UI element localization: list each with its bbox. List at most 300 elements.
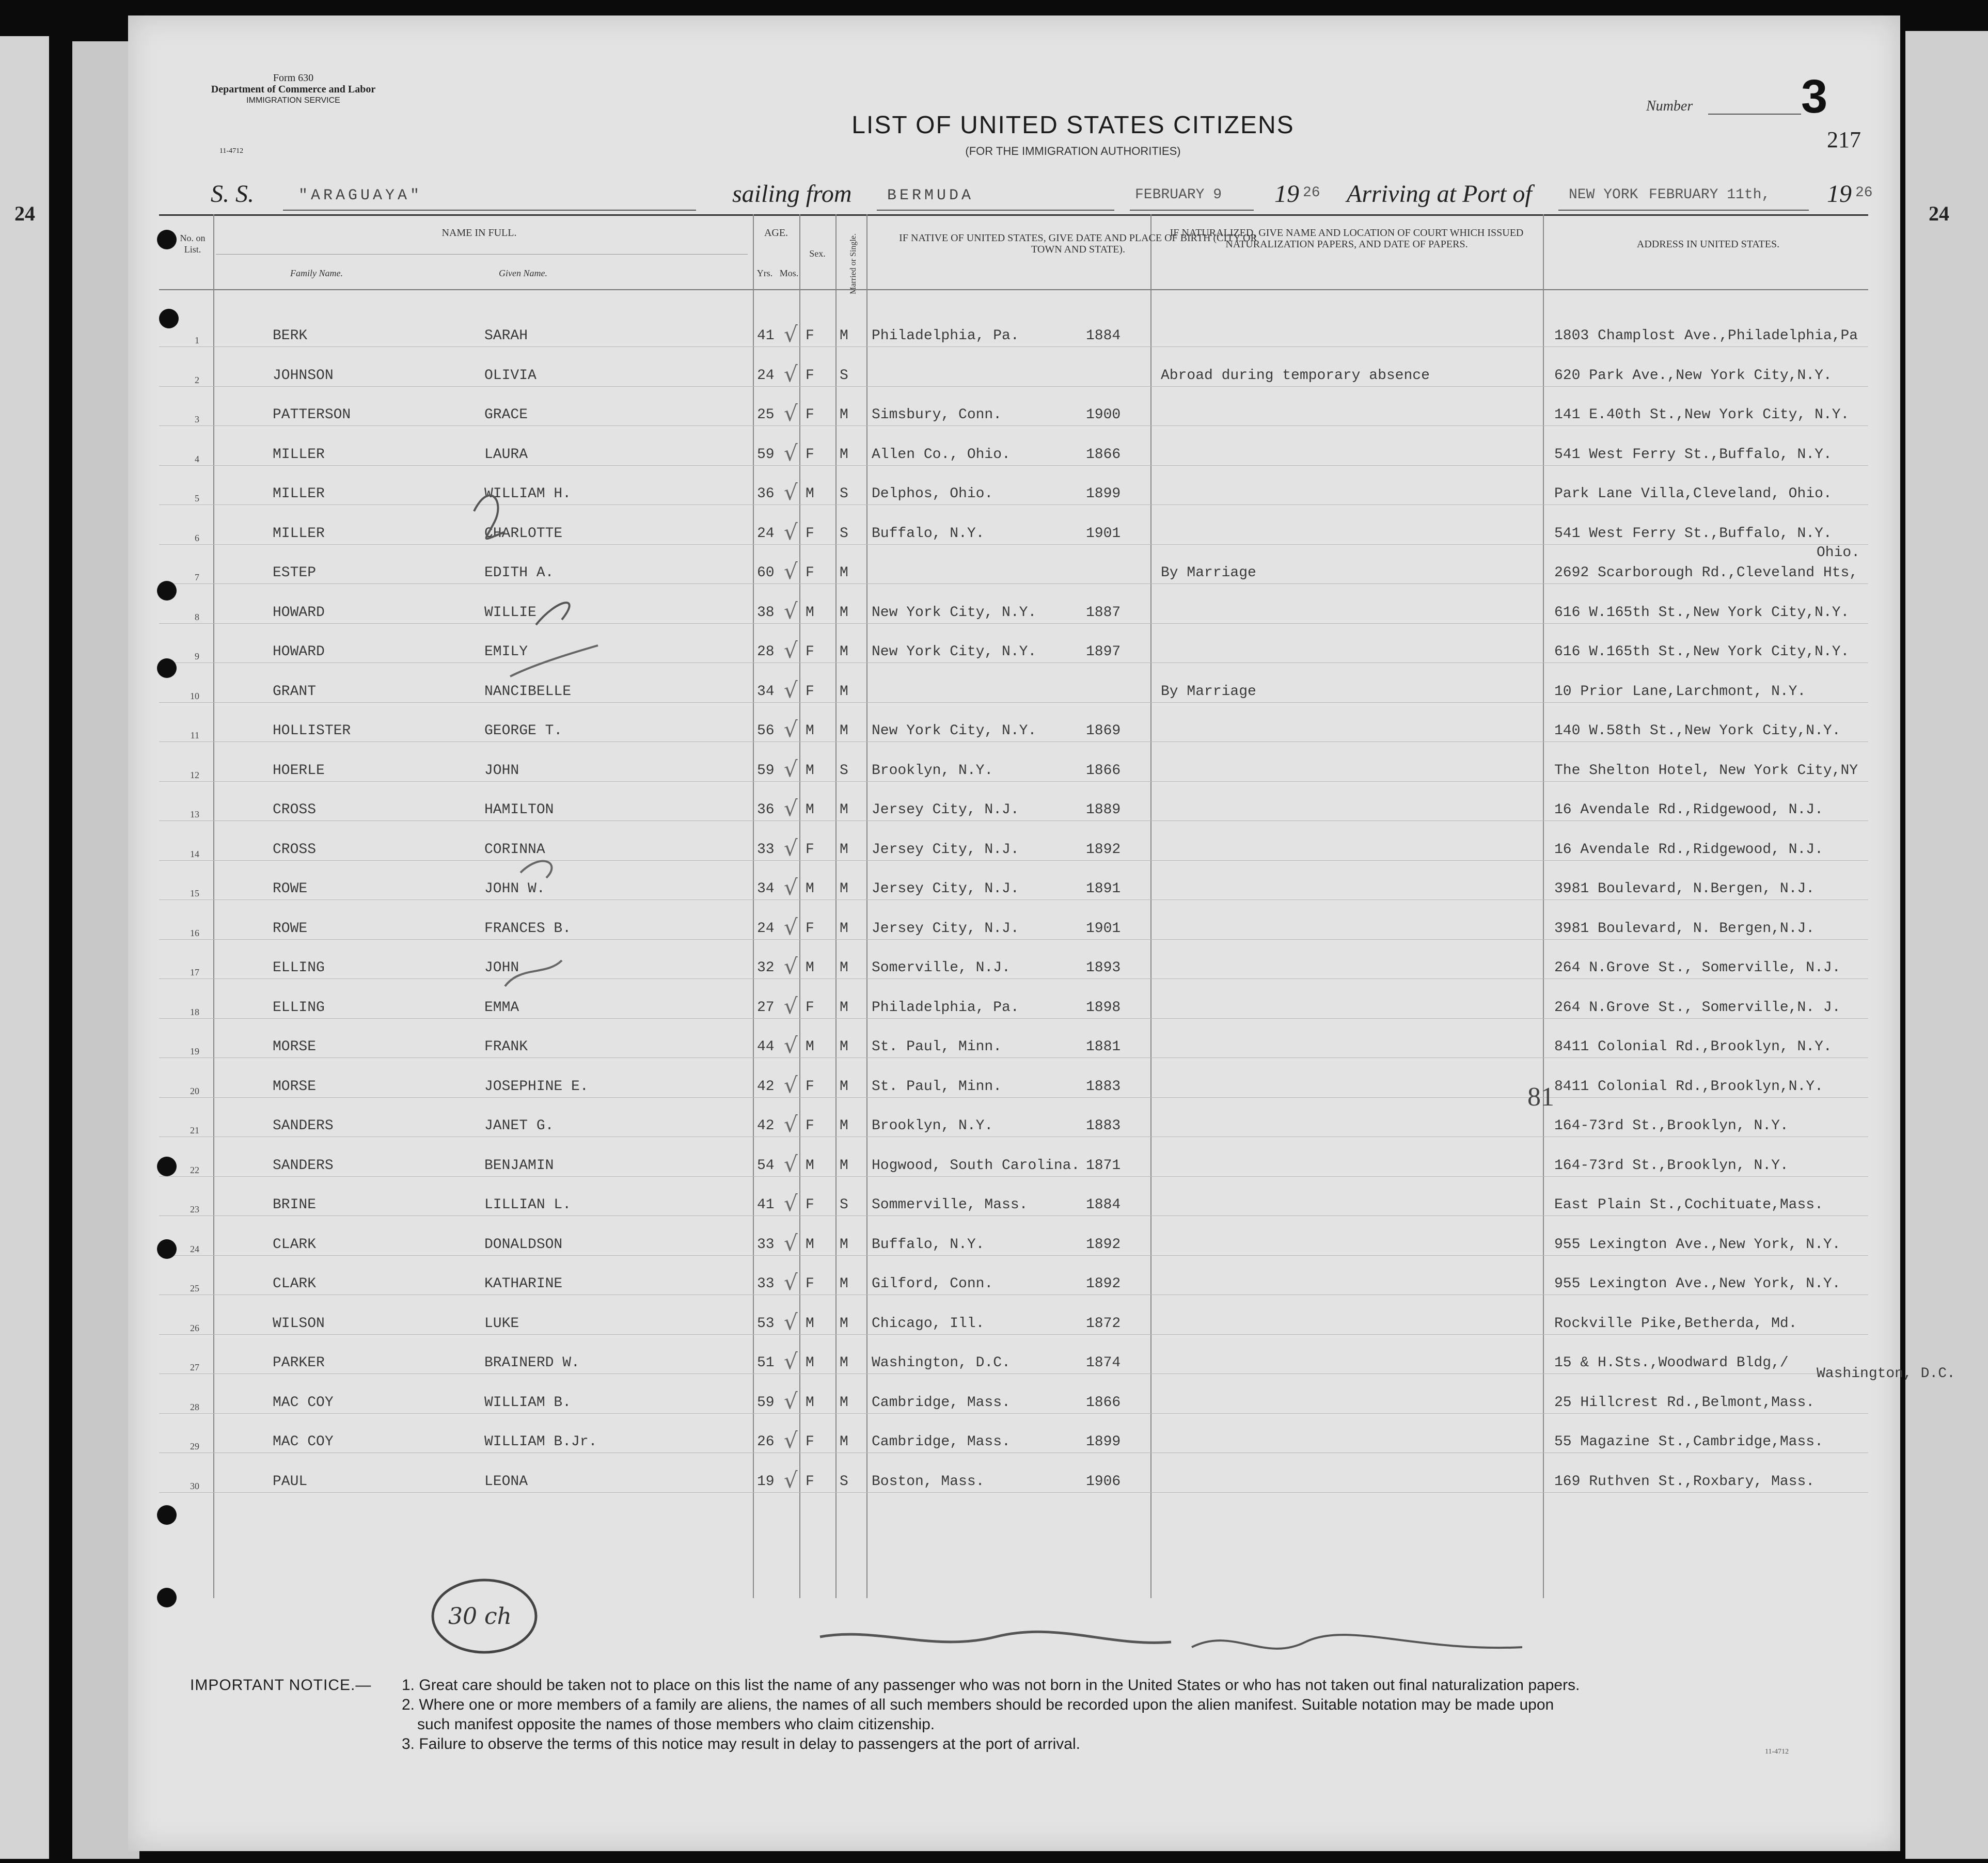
age-years: 36 (757, 486, 775, 502)
punch-hole (157, 1588, 177, 1607)
ship-line (211, 180, 1873, 216)
age-years: 54 (757, 1157, 775, 1174)
birth-year: 1897 (1086, 644, 1121, 660)
us-address: 264 N.Grove St., Somerville,N. J. (1554, 999, 1841, 1016)
given-name: BRAINERD W. (484, 1355, 580, 1371)
check-mark-icon: √ (784, 954, 798, 979)
us-address: 955 Lexington Ave.,New York, N.Y. (1554, 1236, 1841, 1253)
age-years: 59 (757, 1394, 775, 1411)
family-name: BERK (273, 328, 308, 344)
table-row (128, 944, 1900, 984)
ship-name-underline (283, 210, 696, 211)
birth-place: Philadelphia, Pa. (872, 999, 1019, 1016)
sex: M (806, 1315, 814, 1332)
birth-year: 1889 (1086, 802, 1121, 818)
marital-status: M (840, 1315, 848, 1332)
row-number: 28 (190, 1401, 199, 1412)
given-name: SARAH (484, 328, 528, 344)
notice-label: IMPORTANT NOTICE.— (190, 1677, 372, 1694)
marital-status: M (840, 565, 848, 581)
sex: M (806, 1039, 814, 1055)
col-header-age: AGE. (764, 227, 788, 239)
adjacent-page-right (1905, 31, 1988, 1859)
table-row (128, 905, 1900, 944)
given-name: WILLIAM H. (484, 486, 572, 502)
us-address: 620 Park Ave.,New York City,N.Y. (1554, 367, 1832, 384)
birth-year: 1881 (1086, 1039, 1121, 1055)
row-number: 8 (195, 611, 199, 622)
us-address: 616 W.165th St.,New York City,N.Y. (1554, 644, 1850, 660)
check-mark-icon: √ (784, 1428, 798, 1453)
handwritten-annotations (428, 470, 624, 1048)
table-row (128, 1221, 1900, 1260)
row-rule (159, 1294, 1868, 1295)
given-name: EDITH A. (484, 565, 554, 581)
row-number: 20 (190, 1085, 199, 1096)
sex: F (806, 525, 814, 542)
check-mark-icon: √ (784, 322, 798, 347)
row-number: 4 (195, 453, 199, 464)
check-mark-icon: √ (784, 361, 798, 387)
punch-hole (157, 1239, 177, 1259)
check-mark-icon: √ (784, 717, 798, 742)
birth-year: 1892 (1086, 841, 1121, 858)
us-address: 541 West Ferry St.,Buffalo, N.Y. (1554, 446, 1832, 463)
table-row (128, 1102, 1900, 1142)
table-row (128, 1300, 1900, 1339)
marital-status: M (840, 328, 848, 344)
age-years: 41 (757, 1197, 775, 1213)
name-subrule (216, 254, 748, 255)
age-years: 24 (757, 525, 775, 542)
check-mark-icon: √ (784, 1270, 798, 1295)
sex: F (806, 683, 814, 700)
address-note-row27: Washington, D.C. (1817, 1366, 1955, 1382)
marital-status: M (840, 1434, 848, 1450)
age-years: 56 (757, 723, 775, 739)
marital-status: S (840, 486, 848, 502)
given-name: LAURA (484, 446, 528, 463)
given-name: LILLIAN L. (484, 1197, 572, 1213)
row-rule (159, 1255, 1868, 1256)
given-name: JOSEPHINE E. (484, 1078, 589, 1095)
age-years: 53 (757, 1315, 775, 1332)
us-address: 955 Lexington Ave.,New York, N.Y. (1554, 1276, 1841, 1292)
row-number: 19 (190, 1046, 199, 1056)
number-underline (1708, 114, 1801, 115)
age-years: 32 (757, 960, 775, 976)
table-row (128, 786, 1900, 826)
marital-status: M (840, 446, 848, 463)
given-name: GEORGE T. (484, 723, 563, 739)
row-rule (159, 504, 1868, 505)
birth-place: Jersey City, N.J. (872, 841, 1019, 858)
age-years: 24 (757, 920, 775, 937)
given-name: JOHN (484, 960, 519, 976)
row-number: 26 (190, 1322, 199, 1333)
check-mark-icon: √ (784, 1349, 798, 1374)
row-rule (159, 781, 1868, 782)
age-years: 33 (757, 1236, 775, 1253)
us-address: 10 Prior Lane,Larchmont, N.Y. (1554, 683, 1806, 700)
left-edge-number: 24 (14, 202, 35, 225)
birth-place: Brooklyn, N.Y. (872, 1118, 993, 1134)
birth-place: Cambridge, Mass. (872, 1394, 1011, 1411)
us-address: 15 & H.Sts.,Woodward Bldg,/ (1554, 1355, 1789, 1371)
birth-place: Boston, Mass. (872, 1473, 985, 1490)
us-address: 164-73rd St.,Brooklyn, N.Y. (1554, 1118, 1789, 1134)
birth-year: 1866 (1086, 1394, 1121, 1411)
marital-status: M (840, 802, 848, 818)
birth-year: 1887 (1086, 604, 1121, 621)
form-number: Form 630 (273, 72, 314, 84)
check-mark-icon: √ (784, 677, 798, 703)
row-rule (159, 1018, 1868, 1019)
punch-hole (157, 230, 177, 249)
marital-status: M (840, 1355, 848, 1371)
marital-status: M (840, 881, 848, 897)
row-number: 25 (190, 1283, 199, 1293)
table-row (128, 1142, 1900, 1181)
table-row (128, 826, 1900, 865)
marital-status: M (840, 841, 848, 858)
arriving-label: Arriving at Port of (1347, 180, 1532, 208)
birth-year: 1901 (1086, 525, 1121, 542)
family-name: JOHNSON (273, 367, 334, 384)
birth-year: 1900 (1086, 407, 1121, 423)
marital-status: S (840, 367, 848, 384)
given-name: JOHN (484, 762, 519, 779)
birth-place: New York City, N.Y. (872, 644, 1037, 660)
table-row (128, 549, 1900, 589)
age-years: 33 (757, 1276, 775, 1292)
given-name: NANCIBELLE (484, 683, 572, 700)
family-name: ROWE (273, 881, 308, 897)
row-rule (159, 820, 1868, 821)
family-name: HOERLE (273, 762, 325, 779)
list-number: 3 (1801, 70, 1828, 123)
depart-date-underline (1130, 210, 1254, 211)
notice-item-2b: such manifest opposite the names of those members who claim citizenship. (417, 1716, 935, 1733)
row-number: 16 (190, 927, 199, 938)
family-name: CLARK (273, 1236, 317, 1253)
marital-status: M (840, 1118, 848, 1134)
depart-date: FEBRUARY 9 (1135, 187, 1222, 203)
us-address: 140 W.58th St.,New York City,N.Y. (1554, 723, 1841, 739)
table-row (128, 747, 1900, 786)
sex: F (806, 328, 814, 344)
table-row (128, 510, 1900, 549)
birth-year: 1866 (1086, 446, 1121, 463)
table-row (128, 1181, 1900, 1221)
given-name: JOHN W. (484, 881, 545, 897)
check-mark-icon: √ (784, 756, 798, 782)
birth-place: Cambridge, Mass. (872, 1434, 1011, 1450)
row-rule (159, 386, 1868, 387)
check-mark-icon: √ (784, 1191, 798, 1216)
row-rule (159, 1452, 1868, 1453)
table-row (128, 1339, 1900, 1379)
marital-status: M (840, 723, 848, 739)
birth-place: Buffalo, N.Y. (872, 1236, 985, 1253)
punch-hole (159, 309, 179, 328)
row-number: 18 (190, 1006, 199, 1017)
header-bottom-rule (159, 289, 1868, 290)
family-name: ELLING (273, 960, 325, 976)
col-header-sex: Sex. (809, 248, 826, 259)
given-name: CORINNA (484, 841, 545, 858)
notice-item-2: 2. Where one or more members of a family are aliens, the names of all such members should be recorded upon the alien manifest. Suitable notation may be made upon (402, 1696, 1554, 1713)
sex: F (806, 446, 814, 463)
notice-form-code: 11-4712 (1765, 1748, 1789, 1756)
birth-place: Jersey City, N.J. (872, 802, 1019, 818)
table-row (128, 1023, 1900, 1063)
given-name: HAMILTON (484, 802, 554, 818)
family-name: ELLING (273, 999, 325, 1016)
family-name: MILLER (273, 486, 325, 502)
row-rule (159, 1373, 1868, 1374)
col-header-name: NAME IN FULL. (441, 227, 517, 239)
birth-year: 1899 (1086, 1434, 1121, 1450)
row-rule (159, 1097, 1868, 1098)
birth-year: 1893 (1086, 960, 1121, 976)
row-rule (159, 939, 1868, 940)
family-name: CLARK (273, 1276, 317, 1292)
birth-year: 1883 (1086, 1078, 1121, 1095)
age-years: 25 (757, 407, 775, 423)
row-rule (159, 1057, 1868, 1058)
sex: M (806, 960, 814, 976)
age-years: 38 (757, 604, 775, 621)
marital-status: S (840, 762, 848, 779)
sailing-from: BERMUDA (887, 187, 974, 204)
row-rule (159, 978, 1868, 979)
row-rule (159, 1492, 1868, 1493)
us-address: 16 Avendale Rd.,Ridgewood, N.J. (1554, 841, 1823, 858)
row-rule (159, 741, 1868, 742)
service-name: IMMIGRATION SERVICE (246, 96, 340, 105)
family-name: MORSE (273, 1078, 317, 1095)
table-row (128, 707, 1900, 747)
us-address: 141 E.40th St.,New York City, N.Y. (1554, 407, 1850, 423)
row-rule (159, 465, 1868, 466)
family-name: ESTEP (273, 565, 317, 581)
table-row (128, 1379, 1900, 1418)
col-header-yrs: Yrs. (756, 268, 773, 278)
marital-status: M (840, 1236, 848, 1253)
check-mark-icon: √ (784, 993, 798, 1019)
age-years: 26 (757, 1434, 775, 1450)
col-header-naturalized: IF NATURALIZED, GIVE NAME AND LOCATION OF COURT WHICH ISSUED NATURALIZATION PAPERS, AND DATE OF PAPERS. (1170, 227, 1524, 250)
check-mark-icon: √ (784, 1033, 798, 1058)
page-number: 217 (1827, 127, 1861, 152)
punch-hole (157, 658, 177, 678)
family-name: CROSS (273, 802, 317, 818)
sex: F (806, 1473, 814, 1490)
check-mark-icon: √ (784, 1388, 798, 1414)
check-mark-icon: √ (784, 1230, 798, 1256)
age-years: 19 (757, 1473, 775, 1490)
us-address: 16 Avendale Rd.,Ridgewood, N.J. (1554, 802, 1823, 818)
birth-place: Washington, D.C. (872, 1355, 1011, 1371)
row-number: 6 (195, 532, 199, 543)
birth-year: 1866 (1086, 762, 1121, 779)
age-years: 59 (757, 446, 775, 463)
birth-year: 1906 (1086, 1473, 1121, 1490)
check-mark-icon: √ (784, 914, 798, 940)
birth-place: St. Paul, Minn. (872, 1039, 1002, 1055)
us-address: 2692 Scarborough Rd.,Cleveland Hts, (1554, 565, 1858, 581)
birth-year: 1892 (1086, 1276, 1121, 1292)
sex: F (806, 1197, 814, 1213)
marital-status: M (840, 683, 848, 700)
row-rule (159, 425, 1868, 426)
row-rule (159, 1215, 1868, 1216)
birth-year: 1899 (1086, 486, 1121, 502)
family-name: PAUL (273, 1473, 308, 1490)
table-row (128, 352, 1900, 391)
birth-place: Brooklyn, N.Y. (872, 762, 993, 779)
check-mark-icon: √ (784, 440, 798, 466)
depart-year: 26 (1303, 185, 1320, 201)
birth-year: 1883 (1086, 1118, 1121, 1134)
marital-status: M (840, 1394, 848, 1411)
given-name: WILLIE (484, 604, 537, 621)
row-rule (159, 1413, 1868, 1414)
sex: M (806, 802, 814, 818)
right-edge-number: 24 (1929, 202, 1949, 225)
check-mark-icon: √ (784, 480, 798, 505)
row-number: 22 (190, 1164, 199, 1175)
age-years: 24 (757, 367, 775, 384)
form-code: 11-4712 (219, 147, 244, 155)
family-name: MORSE (273, 1039, 317, 1055)
row-rule (159, 702, 1868, 703)
birth-year: 1891 (1086, 881, 1121, 897)
col-header-no: No. on List. (180, 233, 206, 255)
row-number: 30 (190, 1480, 199, 1491)
row-number: 21 (190, 1125, 199, 1135)
family-name: PARKER (273, 1355, 325, 1371)
row-rule (159, 662, 1868, 663)
birth-place: Somerville, N.J. (872, 960, 1011, 976)
birth-place: Delphos, Ohio. (872, 486, 993, 502)
given-name: FRANCES B. (484, 920, 572, 937)
age-years: 27 (757, 999, 775, 1016)
given-name: BENJAMIN (484, 1157, 554, 1174)
marital-status: M (840, 999, 848, 1016)
marital-status: M (840, 1078, 848, 1095)
check-mark-icon: √ (784, 1309, 798, 1335)
notice-item-3: 3. Failure to observe the terms of this notice may result in delay to passengers at the port of arrival. (402, 1735, 1080, 1753)
family-name: MILLER (273, 525, 325, 542)
tally-note: 30 ch (448, 1603, 512, 1630)
notice-item-1: 1. Great care should be taken not to place on this list the name of any passenger who was not born in the United States or who has not taken out final naturalization papers. (402, 1677, 1580, 1694)
birth-year: 1892 (1086, 1236, 1121, 1253)
given-name: WILLIAM B.Jr. (484, 1434, 597, 1450)
family-name: MAC COY (273, 1434, 334, 1450)
sex: M (806, 1157, 814, 1174)
sex: F (806, 1118, 814, 1134)
us-address: Rockville Pike,Betherda, Md. (1554, 1315, 1797, 1332)
row-number: 1 (195, 335, 199, 345)
age-years: 34 (757, 683, 775, 700)
row-number: 29 (190, 1441, 199, 1451)
number-label: Number (1646, 98, 1693, 114)
us-address: 3981 Boulevard, N.Bergen, N.J. (1554, 881, 1815, 897)
age-years: 34 (757, 881, 775, 897)
marital-status: M (840, 604, 848, 621)
birth-place: Chicago, Ill. (872, 1315, 985, 1332)
naturalization: By Marriage (1161, 683, 1256, 700)
given-name: CHARLOTTE (484, 525, 563, 542)
birth-year: 1869 (1086, 723, 1121, 739)
age-years: 41 (757, 328, 775, 344)
row-rule (159, 860, 1868, 861)
check-mark-icon: √ (784, 1112, 798, 1137)
row-number: 10 (190, 690, 199, 701)
check-mark-icon: √ (784, 1072, 798, 1098)
age-years: 44 (757, 1039, 775, 1055)
row-number: 13 (190, 809, 199, 819)
given-name: GRACE (484, 407, 528, 423)
us-address: 8411 Colonial Rd.,Brooklyn, N.Y. (1554, 1039, 1832, 1055)
birth-year: 1872 (1086, 1315, 1121, 1332)
table-row (128, 431, 1900, 470)
row-rule (159, 623, 1868, 624)
arrive-date-underline (1644, 210, 1809, 211)
check-mark-icon: √ (784, 796, 798, 821)
depart-year-prefix: 19 (1274, 180, 1299, 208)
check-mark-icon: √ (784, 1151, 798, 1177)
given-name: OLIVIA (484, 367, 537, 384)
table-row (128, 1063, 1900, 1102)
sex: M (806, 1355, 814, 1371)
row-number: 9 (195, 651, 199, 661)
sex: F (806, 1434, 814, 1450)
check-mark-icon: √ (784, 1467, 798, 1493)
row-number: 15 (190, 888, 199, 898)
check-mark-icon: √ (784, 638, 798, 663)
table-row (128, 391, 1900, 431)
table-row (128, 628, 1900, 668)
col-header-address: ADDRESS IN UNITED STATES. (1636, 239, 1780, 250)
age-years: 36 (757, 802, 775, 818)
given-name: KATHARINE (484, 1276, 563, 1292)
family-name: BRINE (273, 1197, 317, 1213)
row-number: 7 (195, 572, 199, 582)
table-top-rule (159, 214, 1868, 216)
row-rule (159, 899, 1868, 900)
marital-status: S (840, 1473, 848, 1490)
punch-hole (157, 581, 177, 601)
us-address: 1803 Champlost Ave.,Philadelphia,Pa (1554, 328, 1858, 344)
sex: M (806, 604, 814, 621)
table-row (128, 470, 1900, 510)
row-number: 11 (190, 730, 199, 740)
row-number: 5 (195, 493, 199, 503)
table-row (128, 589, 1900, 628)
marital-status: M (840, 1157, 848, 1174)
marital-status: M (840, 407, 848, 423)
age-years: 60 (757, 565, 775, 581)
sailing-from-underline (877, 210, 1114, 211)
birth-year: 1898 (1086, 999, 1121, 1016)
sailing-from-label: sailing from (732, 180, 852, 208)
family-name: SANDERS (273, 1118, 334, 1134)
marital-status: M (840, 960, 848, 976)
age-years: 28 (757, 644, 775, 660)
